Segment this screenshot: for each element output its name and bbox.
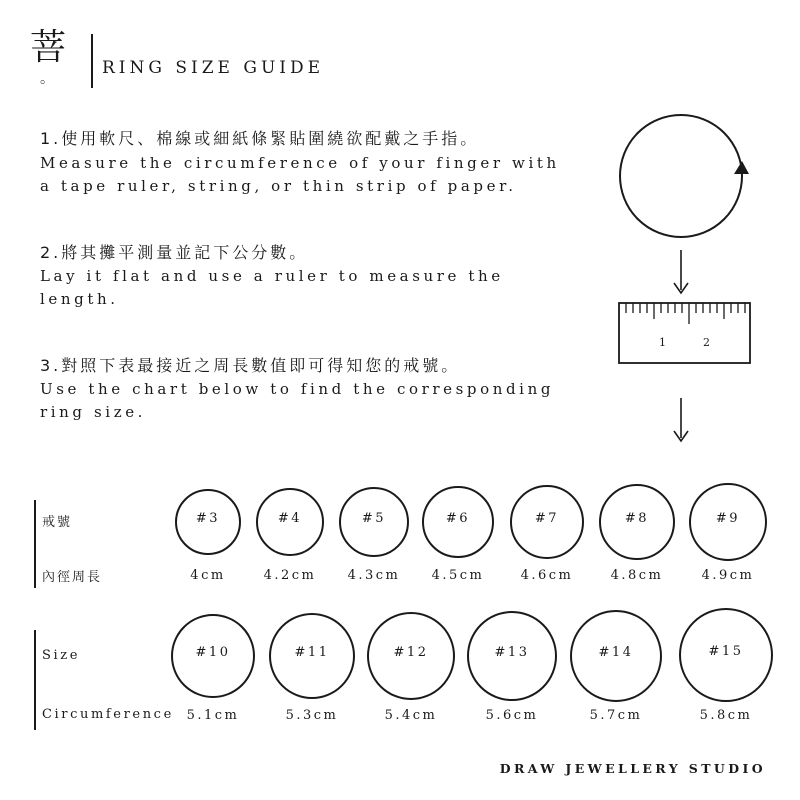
ring-size-13: [467, 611, 557, 701]
ring-size-4: [256, 488, 324, 556]
step-1-en-line-2: a tape ruler, string, or thin strip of paper.: [40, 177, 517, 195]
ring-size-9: [689, 483, 767, 561]
circumference-value: 4.2cm: [263, 568, 317, 583]
measurement-illustration: [600, 110, 780, 450]
ring-size-label: #8: [624, 510, 650, 526]
ring-size-14: [570, 610, 662, 702]
ring-size-8: [599, 484, 675, 560]
ruler-icon: [619, 303, 750, 363]
zh-chart-divider: [34, 500, 36, 588]
arrow-down-icon: [674, 398, 688, 441]
ring-size-label: #6: [445, 510, 471, 526]
circumference-value: 4.6cm: [520, 568, 574, 583]
finger-loop-icon: [620, 115, 749, 237]
step-2-en-line-2: length.: [40, 290, 119, 308]
circumference-value: 5.1cm: [186, 708, 240, 723]
circumference-value: 5.8cm: [699, 708, 753, 723]
ring-size-label: #4: [277, 510, 303, 526]
ring-size-label: #10: [195, 644, 231, 660]
ring-size-3: [175, 489, 241, 555]
circumference-value: 4.9cm: [701, 568, 755, 583]
step-1-en-line-1: Measure the circumference of your finger with: [40, 154, 560, 172]
ruler-label-1: 1: [659, 336, 666, 349]
ring-size-label: #3: [195, 510, 221, 526]
ring-size-6: [422, 486, 494, 558]
ring-size-15: [679, 608, 773, 702]
ring-size-label: #5: [361, 510, 387, 526]
circumference-value: 4.3cm: [347, 568, 401, 583]
step-1-zh: 1.使用軟尺、棉線或細紙條緊貼圍繞欲配戴之手指。: [40, 129, 480, 148]
en-circumference-label: Circumference: [42, 707, 174, 722]
step-3-zh: 3.對照下表最接近之周長數值即可得知您的戒號。: [40, 356, 461, 375]
step-3-en-line-2: ring size.: [40, 403, 147, 421]
circumference-value: 5.6cm: [485, 708, 539, 723]
circumference-value: 5.7cm: [589, 708, 643, 723]
step-2-en-line-1: Lay it flat and use a ruler to measure the: [40, 267, 504, 285]
ruler-label-2: 2: [703, 336, 710, 349]
zh-size-label: 戒號: [42, 515, 73, 530]
ring-size-7: [510, 485, 584, 559]
circumference-value: 4.5cm: [431, 568, 485, 583]
circumference-value: 4cm: [190, 568, 226, 583]
page-title: RING SIZE GUIDE: [102, 58, 325, 78]
circumference-value: 5.3cm: [285, 708, 339, 723]
step-3-en-line-1: Use the chart below to find the corresponding: [40, 380, 555, 398]
ring-size-12: [367, 612, 455, 700]
en-chart-divider: [34, 630, 36, 730]
logo-dot: 。: [40, 71, 54, 87]
en-size-label: Size: [42, 648, 81, 663]
circumference-value: 4.8cm: [610, 568, 664, 583]
studio-name: DRAW JEWELLERY STUDIO: [499, 761, 766, 776]
ring-size-11: [269, 613, 355, 699]
step-2-zh: 2.將其攤平測量並記下公分數。: [40, 243, 309, 262]
ring-size-label: #15: [708, 643, 744, 659]
ring-size-label: #13: [494, 644, 530, 660]
ring-size-label: #12: [393, 644, 429, 660]
zh-circumference-label: 內徑周長: [42, 570, 103, 585]
header-divider: [91, 34, 93, 88]
ring-size-label: #11: [294, 644, 330, 660]
ring-size-10: [171, 614, 255, 698]
arrow-down-icon: [674, 250, 688, 293]
ring-size-label: #14: [598, 644, 634, 660]
studio-logo: 菩: [30, 27, 67, 68]
circumference-value: 5.4cm: [384, 708, 438, 723]
ring-size-5: [339, 487, 409, 557]
ring-size-label: #7: [534, 510, 560, 526]
ring-size-label: #9: [715, 510, 741, 526]
